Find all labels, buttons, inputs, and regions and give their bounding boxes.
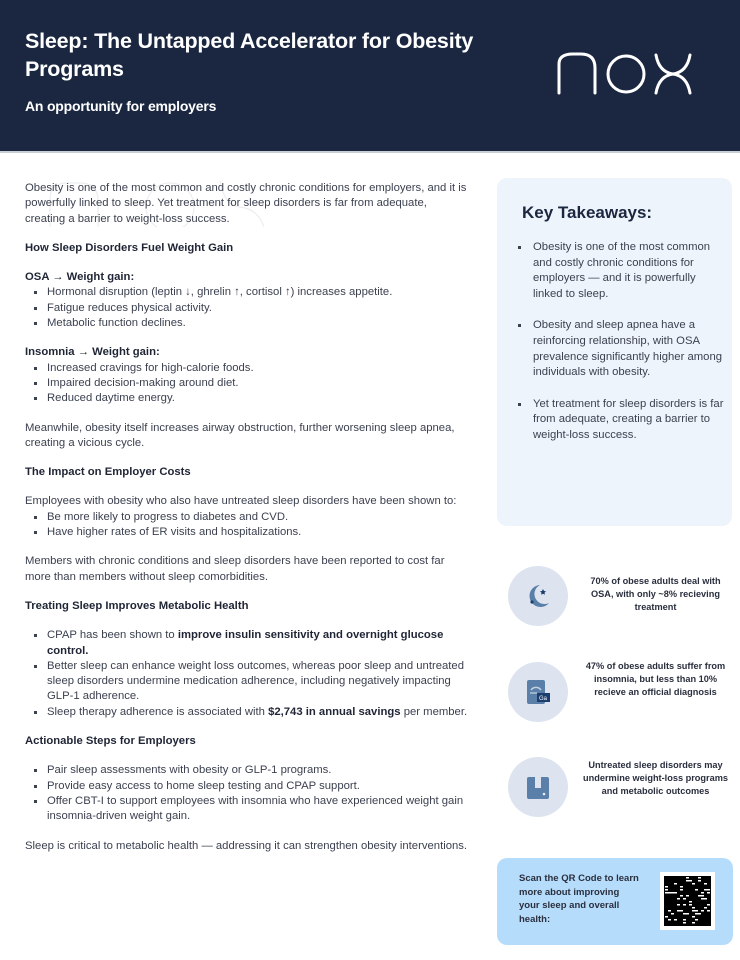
list-item [25,705,470,720]
list-item: Impaired decision-making around diet. [25,376,470,391]
item-emphasis: improve insulin sensitivity and overnight glucose control. [47,629,444,657]
nox-logo-icon [555,50,697,95]
stat-insomnia [508,662,733,732]
key-takeaways-title: Key Takeaways: [522,203,653,222]
insomnia-list [25,361,470,407]
employer-costs-list [25,510,470,541]
list-item: Metabolic function declines. [25,316,470,331]
section-heading-employer-costs: The Impact on Employer Costs [25,466,191,479]
section-heading-fuel-weight-gain: How Sleep Disorders Fuel Weight Gain [25,241,234,254]
employer-costs-closing: Members with chronic conditions and sleep disorders have been reported to cost far more than members without sleep comorbidities. [25,555,445,583]
list-item: Provide easy access to home sleep testing and CPAP support. [25,779,470,794]
item-text: Sleep therapy adherence is associated with [47,705,269,718]
list-item: Fatigue reduces physical activity. [25,301,470,316]
moon-stars-icon [523,581,553,611]
section-heading-actionable-steps: Actionable Steps for Employers [25,735,196,748]
list-item: Increased cravings for high-calorie foods. [25,361,470,376]
osa-list [25,285,470,331]
page-title: Sleep: The Untapped Accelerator for Obesity Programs [25,29,474,81]
list-item: Hormonal disruption (leptin ↓, ghrelin ↑, cortisol ↑) increases appetite. [25,285,470,300]
list-item: Reduced daytime energy. [25,391,470,406]
stat-icon-circle [508,757,568,817]
key-takeaways-list [515,240,725,460]
qr-code-icon[interactable] [660,872,715,930]
qr-callout-text: Scan the QR Code to learn more about improving your sleep and overall health: [519,873,639,925]
employer-costs-intro: Employees with obesity who also have untreated sleep disorders have been shown to: [25,495,457,508]
box-icon [523,772,553,802]
stat-osa [508,566,733,636]
takeaway-item: Yet treatment for sleep disorders is far from adequate, creating a barrier to weight-loss success. [515,397,725,444]
qr-callout [497,858,733,945]
list-item: Be more likely to progress to diabetes and CVD. [25,510,470,525]
closing-paragraph: Sleep is critical to metabolic health — addressing it can strengthen obesity interventions. [25,839,468,852]
intro-paragraph: Obesity is one of the most common and costly chronic conditions for employers, and it is powerfully linked to sleep. Yet treatment for sleep disorders is far from adequate, creating a barrier to weight-loss success. [25,182,467,225]
metabolic-health-list [25,628,470,720]
stat-text: 47% of obese adults suffer from insomnia, but less than 10% recieve an official diagnosis [585,661,726,697]
stat-icon-circle [508,662,568,722]
main-content [25,181,470,854]
sleep-device-icon [522,676,554,708]
takeaway-item: Obesity and sleep apnea have a reinforcing relationship, with OSA prevalence significantly higher among individuals with obesity. [515,318,725,380]
list-item: Better sleep can enhance weight loss outcomes, whereas poor sleep and untreated sleep disorders undermine medication adherence, including negatively impacting GLP-1 adherence. [25,659,470,705]
key-takeaways-panel [497,178,732,526]
osa-heading: OSA → Weight gain: [25,271,135,284]
stat-untreated [508,757,733,827]
device-badge-text: Ga [539,696,548,702]
stat-icon-circle [508,566,568,626]
stat-text: Untreated sleep disorders may undermine weight-loss programs and metabolic outcomes [583,760,728,796]
actionable-steps-list [25,763,470,824]
item-text: per member. [400,705,468,718]
list-item [25,628,470,659]
page-subtitle: An opportunity for employers [25,98,217,114]
stat-text: 70% of obese adults deal with OSA, with only ~8% recieving treatment [590,576,721,612]
item-emphasis: $2,743 in annual savings [268,705,401,718]
page-header [0,0,740,153]
section-heading-metabolic-health: Treating Sleep Improves Metabolic Health [25,599,249,612]
item-text: CPAP has been shown to [47,629,178,642]
list-item: Pair sleep assessments with obesity or GLP-1 programs. [25,763,470,778]
takeaway-item: Obesity is one of the most common and costly chronic conditions for employers — and it is powerfully linked to sleep. [515,240,725,302]
insomnia-heading: Insomnia → Weight gain: [25,346,160,359]
list-item: Have higher rates of ER visits and hospitalizations. [25,525,470,540]
vicious-cycle-paragraph: Meanwhile, obesity itself increases airway obstruction, further worsening sleep apnea, creating a vicious cycle. [25,421,455,449]
list-item: Offer CBT-I to support employees with insomnia who have experienced weight gain insomnia-driven weight gain. [25,794,470,825]
